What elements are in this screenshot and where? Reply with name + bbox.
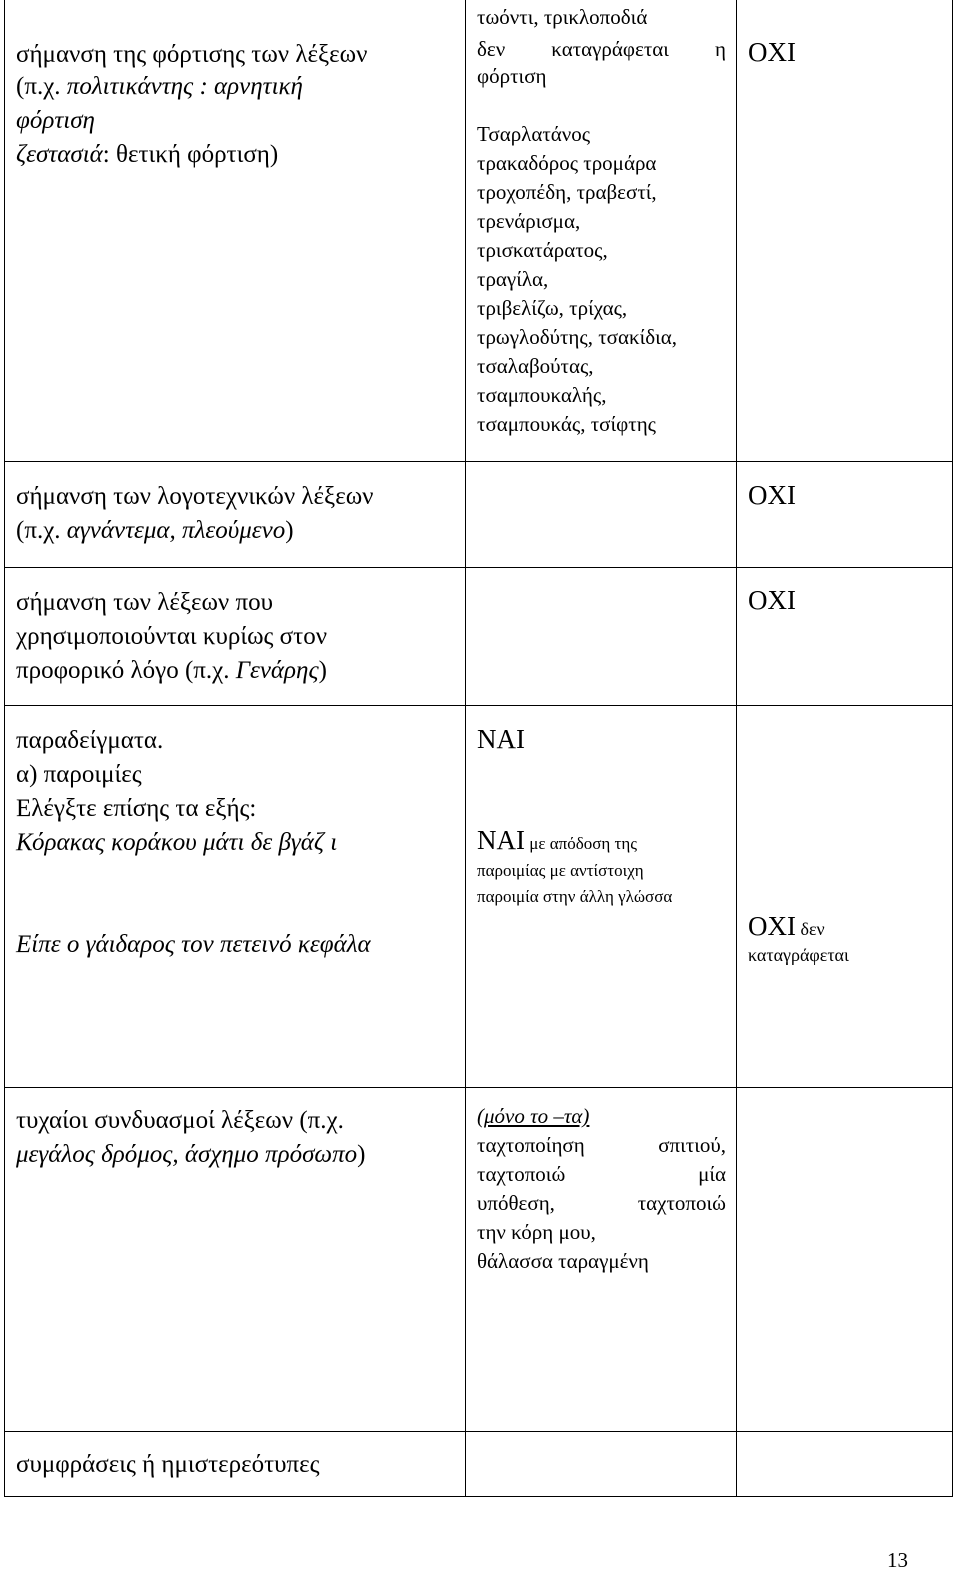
row1-col2-list-item: τρακαδόρος τρομάρα [477, 151, 657, 175]
row5-col2-line5: την κόρη μου, [477, 1220, 596, 1244]
row5-col2-line2: ταχτοποίηση σπιτιού, [477, 1133, 726, 1157]
row4-col2-line1: ΝΑΙ με απόδοση της [477, 825, 638, 855]
row2-col1-line1: σήμανση των λογοτεχνικών λέξεων [16, 483, 374, 510]
row2-col1-line2: (π.χ. αγνάντεμα, πλεούμενο) [16, 517, 294, 544]
row4-col1-line2: α) παροιμίες [16, 761, 142, 788]
row3-col1-line3: προφορικό λόγο (π.χ. Γενάρης) [16, 657, 327, 684]
row5-col1-line1: τυχαίοι συνδυασμοί λέξεων (π.χ. [16, 1107, 344, 1134]
row5-col2-line3: ταχτοποιώ μία [477, 1162, 726, 1186]
table-bottom-border [4, 1496, 953, 1497]
row6-col1-line1: συμφράσεις ή ημιστερεότυπες [16, 1451, 320, 1478]
row5-col2-line4: υπόθεση, ταχτοποιώ [477, 1191, 726, 1215]
row1-col1-line1: σήμανση της φόρτισης των λέξεων [16, 41, 368, 68]
row4-col2-line3: παροιμία στην άλλη γλώσσα [477, 887, 673, 906]
row1-col2-line3: φόρτιση [477, 64, 547, 88]
page-number: 13 [887, 1548, 908, 1572]
row5-col1-line2: μεγάλος δρόμος, άσχημο πρόσωπο) [16, 1141, 366, 1168]
row1-col2-line2: δεν καταγράφεται η [477, 37, 726, 61]
row2-col3-value: ΟΧΙ [748, 480, 796, 510]
row1-col1-line2: (π.χ. πολιτικάντης : αρνητική [16, 73, 303, 100]
row1-col2-list-item: τρωγλοδύτης, τσακίδια, [477, 325, 678, 349]
row1-col2-list-item: τραγίλα, [477, 267, 549, 291]
row1-col3-value: ΟΧΙ [748, 37, 796, 67]
document-table [4, 0, 953, 1497]
row1-col2-list-item: τσαμπουκαλής, [477, 383, 607, 407]
row1-col2-list-item: τρενάρισμα, [477, 209, 581, 233]
row4-col2-nai: ΝΑΙ [477, 724, 525, 754]
row4-col1-line4: Κόρακας κοράκου μάτι δε βγάζ ι [16, 829, 338, 856]
row4-col3-line1: ΟΧΙ δεν [748, 911, 825, 941]
row1-col2-line1: τωόντι, τρικλοποδιά [477, 5, 648, 29]
row1-col1-line3: φόρτιση [16, 107, 95, 134]
row-divider [4, 461, 953, 462]
row4-col2-line2: παροιμίας με αντίστοιχη [477, 861, 644, 880]
row-divider [4, 567, 953, 568]
column-divider [736, 0, 737, 1497]
row3-col1-line1: σήμανση των λέξεων που [16, 589, 273, 616]
row5-col2-heading: (μόνο το –τα) [477, 1104, 590, 1128]
row5-col2-line6: θάλασσα ταραγμένη [477, 1249, 649, 1273]
row1-col2-list-item: τροχοπέδη, τραβεστί, [477, 180, 657, 204]
row-divider [4, 1431, 953, 1432]
row1-col1-line4: ζεστασιά: θετική φόρτιση) [16, 141, 279, 168]
row1-col2-list-item: Τσαρλατάνος [477, 122, 591, 146]
row1-col2-list-item: τριβελίζω, τρίχας, [477, 296, 628, 320]
row1-col2-list-item: τσαμπουκάς, τσίφτης [477, 412, 657, 436]
row-divider [4, 705, 953, 706]
row4-col1-line1: παραδείγματα. [16, 727, 164, 754]
row-divider [4, 1087, 953, 1088]
table-left-border [4, 0, 5, 1497]
row4-col1-line5: Είπε ο γάιδαρος τον πετεινό κεφάλα [16, 931, 371, 958]
row3-col3-value: ΟΧΙ [748, 585, 796, 615]
row3-col1-line2: χρησιμοποιούνται κυρίως στον [16, 623, 328, 650]
row4-col3-line2: καταγράφεται [748, 945, 849, 965]
row1-col2-list-item: τσαλαβούτας, [477, 354, 594, 378]
row4-col1-line3: Ελέγξτε επίσης τα εξής: [16, 795, 257, 822]
column-divider [465, 0, 466, 1497]
row1-col2-list-item: τρισκατάρατος, [477, 238, 608, 262]
table-right-border [952, 0, 953, 1497]
